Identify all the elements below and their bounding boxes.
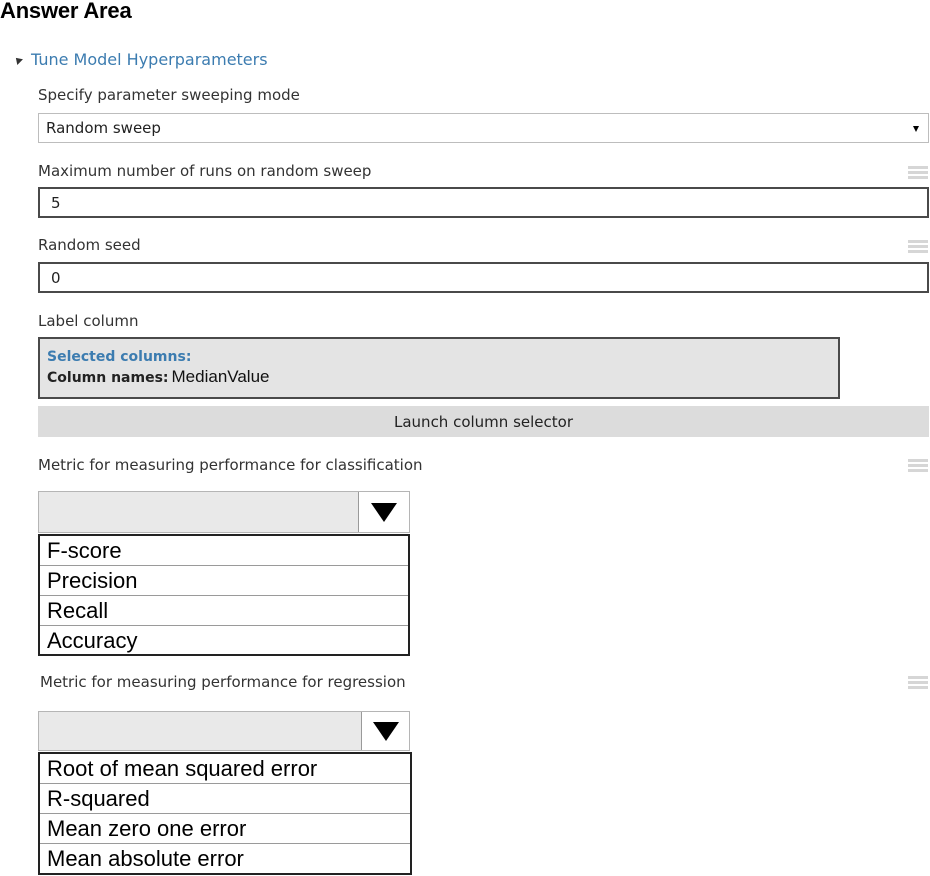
list-item[interactable]: R-squared	[40, 784, 410, 814]
launch-column-selector-button[interactable]: Launch column selector	[38, 406, 929, 437]
menu-icon[interactable]	[908, 166, 928, 179]
column-names-value: MedianValue	[171, 367, 270, 386]
max-runs-label: Maximum number of runs on random sweep	[38, 162, 372, 180]
list-item[interactable]: Root of mean squared error	[40, 754, 410, 784]
list-item[interactable]: Mean zero one error	[40, 814, 410, 844]
column-names-row	[47, 366, 838, 389]
dropdown-toggle-button[interactable]	[361, 712, 409, 750]
menu-icon[interactable]	[908, 676, 928, 689]
regression-metric-options	[38, 752, 412, 875]
max-runs-value: 5	[51, 193, 61, 212]
dropdown-arrow-icon	[373, 722, 399, 741]
random-seed-label: Random seed	[38, 236, 141, 254]
dropdown-toggle-button[interactable]	[358, 492, 409, 532]
section-title: Tune Model Hyperparameters	[31, 49, 268, 69]
max-runs-input[interactable]	[38, 187, 929, 218]
list-item[interactable]: Accuracy	[47, 628, 138, 653]
list-item[interactable]: F-score	[40, 536, 408, 566]
random-seed-value: 0	[51, 268, 61, 287]
sweep-mode-label: Specify parameter sweeping mode	[38, 86, 300, 104]
column-names-key: Column names:	[47, 370, 169, 386]
label-column-label: Label column	[38, 312, 139, 330]
dropdown-arrow-icon	[913, 126, 919, 132]
classification-metric-label: Metric for measuring performance for classification	[38, 456, 423, 474]
list-item[interactable]: Recall	[40, 596, 408, 626]
list-item[interactable]: Mean absolute error	[47, 846, 244, 871]
classification-metric-dropdown[interactable]	[38, 491, 410, 533]
answer-area-title: Answer Area	[0, 0, 132, 23]
selected-columns-heading: Selected columns:	[47, 349, 192, 365]
sweep-mode-select[interactable]	[38, 113, 929, 143]
menu-icon[interactable]	[908, 240, 928, 253]
sweep-mode-value: Random sweep	[46, 119, 161, 137]
regression-metric-label: Metric for measuring performance for regression	[40, 673, 406, 691]
section-header[interactable]	[14, 47, 268, 71]
caret-expanded-icon[interactable]	[13, 55, 23, 65]
regression-metric-dropdown[interactable]	[38, 711, 410, 751]
dropdown-arrow-icon	[371, 503, 397, 522]
selected-columns-box	[38, 337, 840, 399]
list-item[interactable]: Precision	[40, 566, 408, 596]
classification-metric-options	[38, 534, 410, 656]
random-seed-input[interactable]	[38, 262, 929, 293]
menu-icon[interactable]	[908, 459, 928, 472]
